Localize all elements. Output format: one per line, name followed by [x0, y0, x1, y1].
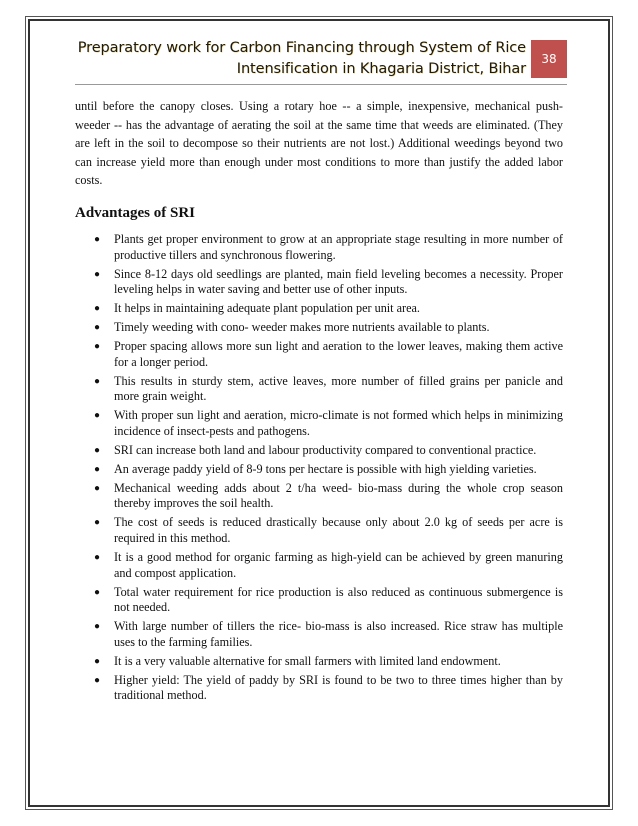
list-item-text: Higher yield: The yield of paddy by SRI is found to be two to three times higher than by traditional method.	[114, 672, 563, 703]
list-item-text: Total water requirement for rice production is also reduced as continuous submergence is not needed.	[114, 584, 563, 615]
list-item-text: It helps in maintaining adequate plant population per unit area.	[114, 301, 420, 316]
page-content	[75, 97, 563, 707]
list-item	[75, 374, 563, 405]
header-title-line1: Preparatory work for Carbon Financing through System of Rice	[77, 40, 526, 56]
list-item	[75, 515, 563, 546]
list-item	[75, 481, 563, 512]
header-title-line2: Intensification in Khagaria District, Bihar	[236, 61, 526, 77]
list-item-text: Since 8-12 days old seedlings are planted, main field leveling becomes a necessity. Proper leveling helps in water saving and better use of other inputs.	[114, 266, 563, 297]
list-item-text: SRI can increase both land and labour productivity compared to conventional practice.	[114, 442, 537, 457]
page-number-badge: 38	[531, 40, 567, 78]
bullet-dot-icon: ●	[94, 463, 101, 475]
list-item-text: With proper sun light and aeration, micro-climate is not formed which helps in minimizing incidence of insect-pests and pathogens.	[114, 408, 563, 438]
list-item-text: This results in sturdy stem, active leaves, more number of filled grains per panicle and more grain weight.	[114, 373, 563, 404]
list-item-text: Proper spacing allows more sun light and aeration to the lower leaves, making them active for a longer period.	[114, 339, 563, 369]
list-item	[75, 462, 563, 478]
list-item-text: It is a good method for organic farming as high-yield can be achieved by green manuring and compost application.	[114, 549, 563, 580]
bullet-dot-icon: ●	[94, 586, 101, 598]
bullet-dot-icon: ●	[94, 551, 101, 563]
list-item	[75, 232, 563, 263]
list-item	[75, 619, 563, 650]
bullet-dot-icon: ●	[94, 268, 101, 280]
list-item-text: With large number of tillers the rice- bio-mass is also increased. Rice straw has multiple uses to the farming families.	[114, 619, 563, 649]
bullet-dot-icon: ●	[94, 621, 101, 633]
list-item-text: Plants get proper environment to grow at an appropriate stage resulting in more number of productive tillers and synchronous flowering.	[114, 231, 563, 262]
list-item	[75, 267, 563, 298]
list-item	[75, 673, 563, 704]
bullet-dot-icon: ●	[94, 444, 101, 456]
list-item-text: It is a very valuable alternative for small farmers with limited land endowment.	[114, 653, 501, 668]
section-heading: Advantages of SRI	[75, 204, 196, 221]
list-item-text: Mechanical weeding adds about 2 t/ha weed- bio-mass during the whole crop season thereby improves the soil health.	[114, 480, 563, 511]
list-item-text: Timely weeding with cono- weeder makes more nutrients available to plants.	[114, 320, 490, 335]
bullet-dot-icon: ●	[94, 341, 101, 353]
list-item	[75, 408, 563, 439]
list-item	[75, 443, 563, 459]
list-item-text: An average paddy yield of 8-9 tons per hectare is possible with high yielding varieties.	[114, 461, 537, 476]
list-item	[75, 301, 563, 317]
list-item	[75, 320, 563, 336]
list-item	[75, 654, 563, 670]
bullet-dot-icon: ●	[94, 375, 101, 387]
list-item	[75, 550, 563, 581]
bullet-dot-icon: ●	[94, 303, 101, 315]
list-item-text: The cost of seeds is reduced drastically because only about 2.0 kg of seeds per acre is required in this method.	[114, 515, 563, 545]
bullet-dot-icon: ●	[94, 233, 101, 245]
bullet-dot-icon: ●	[94, 482, 101, 494]
list-item	[75, 585, 563, 616]
header-divider	[75, 84, 567, 85]
bullet-dot-icon: ●	[94, 410, 101, 422]
bullet-dot-icon: ●	[94, 517, 101, 529]
advantages-list	[75, 232, 563, 704]
bullet-dot-icon: ●	[94, 655, 101, 667]
bullet-dot-icon: ●	[94, 322, 101, 334]
list-item	[75, 339, 563, 370]
intro-paragraph: until before the canopy closes. Using a rotary hoe -- a simple, inexpensive, mechanical push-weeder -- has the advantage of aerating the soil at the same time that weeds are eliminated. (They are left in the soil to decompose so their nutrients are not lost.) Additional weedings beyond two can increase yield more than enough under most conditions to more than justify the added labor costs.	[75, 99, 563, 188]
page-header	[40, 38, 526, 80]
bullet-dot-icon: ●	[94, 674, 101, 686]
